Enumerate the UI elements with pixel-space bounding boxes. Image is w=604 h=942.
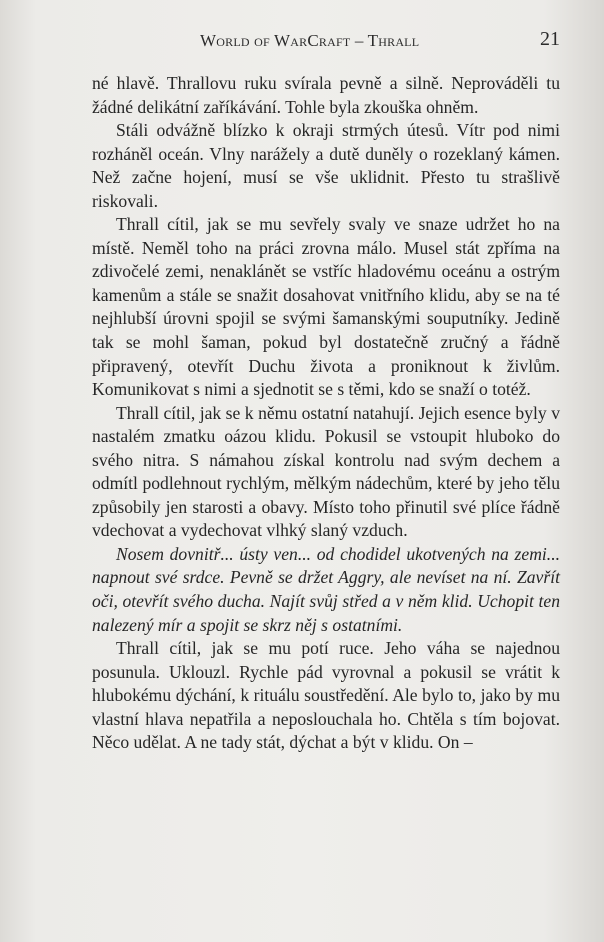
- page-header: [92, 28, 560, 56]
- paragraph-4: Thrall cítil, jak se k němu ostatní natahují. Jejich esence byly v nastalém zmatku oázou klidu. Pokusil se vstoupit hluboko do svého nitra. S námahou získal kontrolu nad svým dechem a odmítl podlehnout rychlým, mělkým nádechům, které by jeho tělu způsobily jen starosti a obavy. Místo toho přinutil své plíce řádně vdechovat a vydechovat vlhký slaný vzduch.: [92, 402, 560, 541]
- paragraph-3: Thrall cítil, jak se mu sevřely svaly ve snaze udržet ho na místě. Neměl toho na práci zrovna málo. Musel stát zpříma na zdivočelé zemi, nenaklánět se vstříc hladovému oceánu a ostrým kamenům a stále se snažit dosahovat vnitřního klidu, aby se na té nejhlubší úrovni spojil se svými šamanskými souputníky. Jedině tak se mohl šaman, pokud byl dostatečně zručný a řádně připravený, otevřít Duchu života a proniknout k živlům. Komunikovat s nimi a sjednotit se s těmi, kdo se snaží o totéž.: [92, 214, 560, 400]
- paragraph-1: né hlavě. Thrallovu ruku svírala pevně a silně. Neprováděli tu žádné delikátní zaříkávání. Tohle byla zkouška ohněm.: [92, 73, 560, 117]
- paragraph-6: Thrall cítil, jak se mu potí ruce. Jeho váha se najednou posunula. Uklouzl. Rychle pád vyrovnal a pokusil se vrátit k hlubokému dýchání, k rituálu soustředění. Ale bylo to, jako by mu vlastní hlava nepatřila a neposlouchala ho. Chtěla s tím bojovat. Něco udělat. A ne tady stát, dýchat a být v klidu. On –: [92, 638, 560, 753]
- running-title: World of WarCraft – Thrall: [200, 31, 420, 50]
- body-text: [92, 72, 560, 755]
- italic-paragraph: Nosem dovnitř... ústy ven... od chodidel ukotvených na zemi... napnout své srdce. Pevně se držet Aggry, ale nevíset na ní. Zavřít oči, otevřít svého ducha. Najít svůj střed a v něm klid. Uchopit ten nalezený mír a spojit se skrz něj s ostatními.: [92, 543, 560, 635]
- paragraph-2: Stáli odvážně blízko k okraji strmých útesů. Vítr pod nimi rozháněl oceán. Vlny narážely a dutě duněly o rozeklaný kámen. Než začne hojení, musí se vše uklidnit. Přesto tu strašlivě riskovali.: [92, 120, 560, 211]
- page-number: 21: [540, 28, 560, 50]
